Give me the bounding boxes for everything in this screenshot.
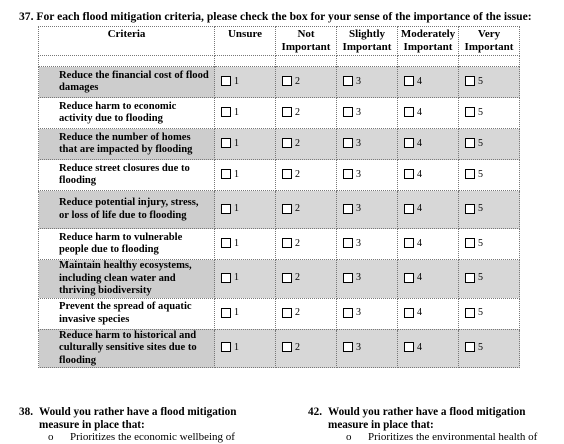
rating-option[interactable] <box>343 203 361 214</box>
rating-checkbox[interactable] <box>404 169 414 179</box>
radio-bullet: o <box>346 431 352 443</box>
rating-number: 2 <box>295 272 300 284</box>
rating-checkbox[interactable] <box>465 238 475 248</box>
rating-number: 3 <box>356 307 361 318</box>
rating-cell <box>337 98 398 129</box>
rating-cell <box>398 329 459 368</box>
rating-number: 4 <box>417 307 422 318</box>
rating-number: 4 <box>417 106 422 118</box>
rating-number: 2 <box>295 237 300 249</box>
rating-cell <box>337 67 398 98</box>
rating-number: 1 <box>234 137 239 149</box>
rating-number: 1 <box>234 75 239 87</box>
rating-cell <box>337 191 398 229</box>
rating-number: 1 <box>234 341 239 353</box>
rating-cell <box>398 67 459 98</box>
rating-checkbox[interactable] <box>221 169 231 179</box>
rating-option[interactable] <box>465 138 483 149</box>
rating-number: 5 <box>478 307 483 318</box>
rating-option[interactable] <box>343 169 361 180</box>
rating-checkbox[interactable] <box>343 204 353 214</box>
rating-number: 2 <box>295 341 300 353</box>
rating-number: 3 <box>356 237 361 249</box>
rating-option[interactable] <box>343 76 361 87</box>
rating-checkbox[interactable] <box>404 238 414 248</box>
rating-checkbox[interactable] <box>465 308 475 318</box>
rating-option[interactable] <box>282 76 300 87</box>
rating-checkbox[interactable] <box>465 273 475 283</box>
rating-number: 5 <box>478 341 483 353</box>
rating-checkbox[interactable] <box>465 169 475 179</box>
rating-cell <box>459 67 520 98</box>
rating-checkbox[interactable] <box>404 76 414 86</box>
rating-option[interactable] <box>343 342 361 353</box>
rating-number: 4 <box>417 341 422 353</box>
rating-option[interactable] <box>465 272 483 283</box>
rating-number: 5 <box>478 75 483 87</box>
rating-option[interactable] <box>282 272 300 283</box>
criteria-label: Prevent the spread of aquatic invasive species <box>39 298 215 329</box>
question-42: 42. Would you rather have a flood mitigation measure in place that: <box>308 406 526 431</box>
rating-checkbox[interactable] <box>465 204 475 214</box>
criteria-label: Reduce harm to vulnerable people due to flooding <box>39 229 215 260</box>
rating-number: 5 <box>478 237 483 249</box>
rating-checkbox[interactable] <box>221 204 231 214</box>
rating-option[interactable] <box>221 238 239 249</box>
rating-checkbox[interactable] <box>282 138 292 148</box>
rating-option[interactable] <box>221 76 239 87</box>
table-row <box>39 329 520 368</box>
rating-number: 1 <box>234 106 239 118</box>
rating-cell <box>398 129 459 160</box>
criteria-label: Reduce harm to economic activity due to flooding <box>39 98 215 129</box>
header-unsure: Unsure <box>215 27 276 56</box>
rating-number: 2 <box>295 168 300 180</box>
table-row <box>39 260 520 299</box>
rating-option[interactable] <box>282 138 300 149</box>
rating-cell <box>276 160 337 191</box>
rating-number: 3 <box>356 106 361 118</box>
rating-checkbox[interactable] <box>404 204 414 214</box>
rating-checkbox[interactable] <box>282 204 292 214</box>
rating-checkbox[interactable] <box>343 308 353 318</box>
rating-option[interactable] <box>282 307 300 318</box>
rating-cell <box>276 191 337 229</box>
rating-option[interactable] <box>465 76 483 87</box>
importance-rating-table <box>38 26 520 368</box>
rating-number: 5 <box>478 137 483 149</box>
rating-number: 4 <box>417 75 422 87</box>
rating-checkbox[interactable] <box>343 238 353 248</box>
rating-option[interactable] <box>404 238 422 249</box>
table-row <box>39 67 520 98</box>
rating-option[interactable] <box>221 342 239 353</box>
rating-option[interactable] <box>282 107 300 118</box>
table-row <box>39 98 520 129</box>
rating-cell <box>276 298 337 329</box>
rating-checkbox[interactable] <box>465 107 475 117</box>
criteria-label: Reduce street closures due to flooding <box>39 160 215 191</box>
rating-checkbox[interactable] <box>221 342 231 352</box>
rating-cell <box>337 260 398 299</box>
rating-cell <box>398 160 459 191</box>
rating-checkbox[interactable] <box>404 342 414 352</box>
rating-cell <box>276 67 337 98</box>
rating-cell <box>215 191 276 229</box>
rating-number: 2 <box>295 75 300 87</box>
rating-cell <box>459 298 520 329</box>
rating-checkbox[interactable] <box>221 107 231 117</box>
rating-cell <box>398 98 459 129</box>
table-row <box>39 160 520 191</box>
rating-checkbox[interactable] <box>282 342 292 352</box>
rating-option[interactable] <box>404 272 422 283</box>
rating-cell <box>459 260 520 299</box>
rating-number: 1 <box>234 203 239 214</box>
rating-cell <box>276 229 337 260</box>
radio-bullet: o <box>48 431 54 443</box>
rating-cell <box>459 129 520 160</box>
rating-number: 1 <box>234 237 239 249</box>
rating-number: 3 <box>356 75 361 87</box>
rating-option[interactable] <box>465 169 483 180</box>
rating-number: 1 <box>234 272 239 284</box>
rating-cell <box>459 98 520 129</box>
criteria-label: Reduce the financial cost of flood damages <box>39 67 215 98</box>
table-row <box>39 191 520 229</box>
rating-option[interactable] <box>404 203 422 214</box>
rating-cell <box>398 229 459 260</box>
rating-number: 3 <box>356 168 361 180</box>
rating-option[interactable] <box>404 138 422 149</box>
rating-cell <box>459 160 520 191</box>
rating-cell <box>337 298 398 329</box>
rating-cell <box>215 229 276 260</box>
rating-number: 1 <box>234 307 239 318</box>
rating-number: 3 <box>356 341 361 353</box>
rating-number: 2 <box>295 106 300 118</box>
rating-checkbox[interactable] <box>465 342 475 352</box>
rating-option[interactable] <box>404 169 422 180</box>
rating-checkbox[interactable] <box>282 76 292 86</box>
rating-checkbox[interactable] <box>404 273 414 283</box>
rating-checkbox[interactable] <box>404 308 414 318</box>
rating-option[interactable] <box>221 307 239 318</box>
rating-option[interactable] <box>282 203 300 214</box>
rating-checkbox[interactable] <box>404 138 414 148</box>
rating-option[interactable] <box>404 76 422 87</box>
rating-cell <box>276 98 337 129</box>
question-38: 38. Would you rather have a flood mitigation measure in place that: <box>19 406 237 431</box>
rating-option[interactable] <box>465 342 483 353</box>
rating-option[interactable] <box>282 238 300 249</box>
rating-option[interactable] <box>465 307 483 318</box>
rating-cell <box>337 160 398 191</box>
rating-option[interactable] <box>465 238 483 249</box>
rating-cell <box>215 98 276 129</box>
rating-option[interactable] <box>404 107 422 118</box>
rating-number: 4 <box>417 168 422 180</box>
rating-number: 4 <box>417 272 422 284</box>
rating-checkbox[interactable] <box>221 273 231 283</box>
rating-number: 3 <box>356 137 361 149</box>
rating-checkbox[interactable] <box>282 308 292 318</box>
rating-cell <box>459 329 520 368</box>
rating-checkbox[interactable] <box>343 273 353 283</box>
header-moderately-important: Moderately Important <box>398 27 459 56</box>
rating-option[interactable] <box>465 107 483 118</box>
criteria-label: Reduce harm to historical and culturally sensitive sites due to flooding <box>39 329 215 368</box>
rating-checkbox[interactable] <box>282 107 292 117</box>
header-very-important: Very Important <box>459 27 520 56</box>
rating-number: 4 <box>417 203 422 214</box>
rating-cell <box>276 129 337 160</box>
rating-checkbox[interactable] <box>343 107 353 117</box>
criteria-rows <box>39 67 520 368</box>
rating-checkbox[interactable] <box>343 138 353 148</box>
rating-option[interactable] <box>282 169 300 180</box>
rating-cell <box>276 260 337 299</box>
rating-option[interactable] <box>465 203 483 214</box>
rating-cell <box>459 191 520 229</box>
rating-number: 5 <box>478 106 483 118</box>
rating-checkbox[interactable] <box>404 107 414 117</box>
criteria-label: Reduce the number of homes that are impacted by flooding <box>39 129 215 160</box>
rating-number: 3 <box>356 272 361 284</box>
rating-checkbox[interactable] <box>343 342 353 352</box>
table-header-row <box>39 27 520 56</box>
rating-option[interactable] <box>343 138 361 149</box>
question-37-title: 37. For each flood mitigation criteria, please check the box for your sense of the importance of the issue: <box>19 10 532 23</box>
rating-cell <box>215 298 276 329</box>
table-row <box>39 298 520 329</box>
header-slightly-important: Slightly Important <box>337 27 398 56</box>
rating-cell <box>337 229 398 260</box>
rating-option[interactable] <box>343 272 361 283</box>
criteria-label: Maintain healthy ecosystems, including clean water and thriving biodiversity <box>39 260 215 299</box>
rating-number: 3 <box>356 203 361 214</box>
rating-number: 5 <box>478 272 483 284</box>
rating-option[interactable] <box>221 138 239 149</box>
rating-checkbox[interactable] <box>221 308 231 318</box>
rating-number: 1 <box>234 168 239 180</box>
rating-option[interactable] <box>404 342 422 353</box>
rating-checkbox[interactable] <box>465 138 475 148</box>
table-row <box>39 129 520 160</box>
table-row <box>39 229 520 260</box>
rating-number: 2 <box>295 203 300 214</box>
criteria-label: Reduce potential injury, stress, or loss of life due to flooding <box>39 191 215 229</box>
rating-option[interactable] <box>343 238 361 249</box>
rating-checkbox[interactable] <box>465 76 475 86</box>
rating-checkbox[interactable] <box>343 76 353 86</box>
rating-cell <box>337 329 398 368</box>
rating-cell <box>276 329 337 368</box>
rating-cell <box>215 67 276 98</box>
rating-option[interactable] <box>404 307 422 318</box>
rating-checkbox[interactable] <box>282 273 292 283</box>
header-not-important: Not Important <box>276 27 337 56</box>
rating-cell <box>398 191 459 229</box>
rating-option[interactable] <box>282 342 300 353</box>
rating-option[interactable] <box>343 307 361 318</box>
rating-option[interactable] <box>221 107 239 118</box>
rating-checkbox[interactable] <box>343 169 353 179</box>
rating-cell <box>215 129 276 160</box>
rating-number: 5 <box>478 168 483 180</box>
rating-checkbox[interactable] <box>221 138 231 148</box>
rating-cell <box>215 260 276 299</box>
rating-cell <box>398 260 459 299</box>
rating-option[interactable] <box>221 272 239 283</box>
header-criteria: Criteria <box>39 27 215 56</box>
rating-cell <box>398 298 459 329</box>
rating-number: 4 <box>417 237 422 249</box>
rating-cell <box>215 160 276 191</box>
question-42-option[interactable]: o Prioritizes the environmental health of <box>346 431 538 443</box>
rating-number: 4 <box>417 137 422 149</box>
rating-option[interactable] <box>343 107 361 118</box>
rating-cell <box>337 129 398 160</box>
header-spacer <box>39 56 520 67</box>
rating-checkbox[interactable] <box>282 238 292 248</box>
rating-checkbox[interactable] <box>221 76 231 86</box>
rating-number: 2 <box>295 307 300 318</box>
rating-number: 5 <box>478 203 483 214</box>
rating-option[interactable] <box>221 169 239 180</box>
rating-number: 2 <box>295 137 300 149</box>
question-38-option[interactable]: o Prioritizes the economic wellbeing of <box>48 431 235 443</box>
rating-checkbox[interactable] <box>221 238 231 248</box>
rating-cell <box>459 229 520 260</box>
rating-cell <box>215 329 276 368</box>
rating-checkbox[interactable] <box>282 169 292 179</box>
rating-option[interactable] <box>221 203 239 214</box>
